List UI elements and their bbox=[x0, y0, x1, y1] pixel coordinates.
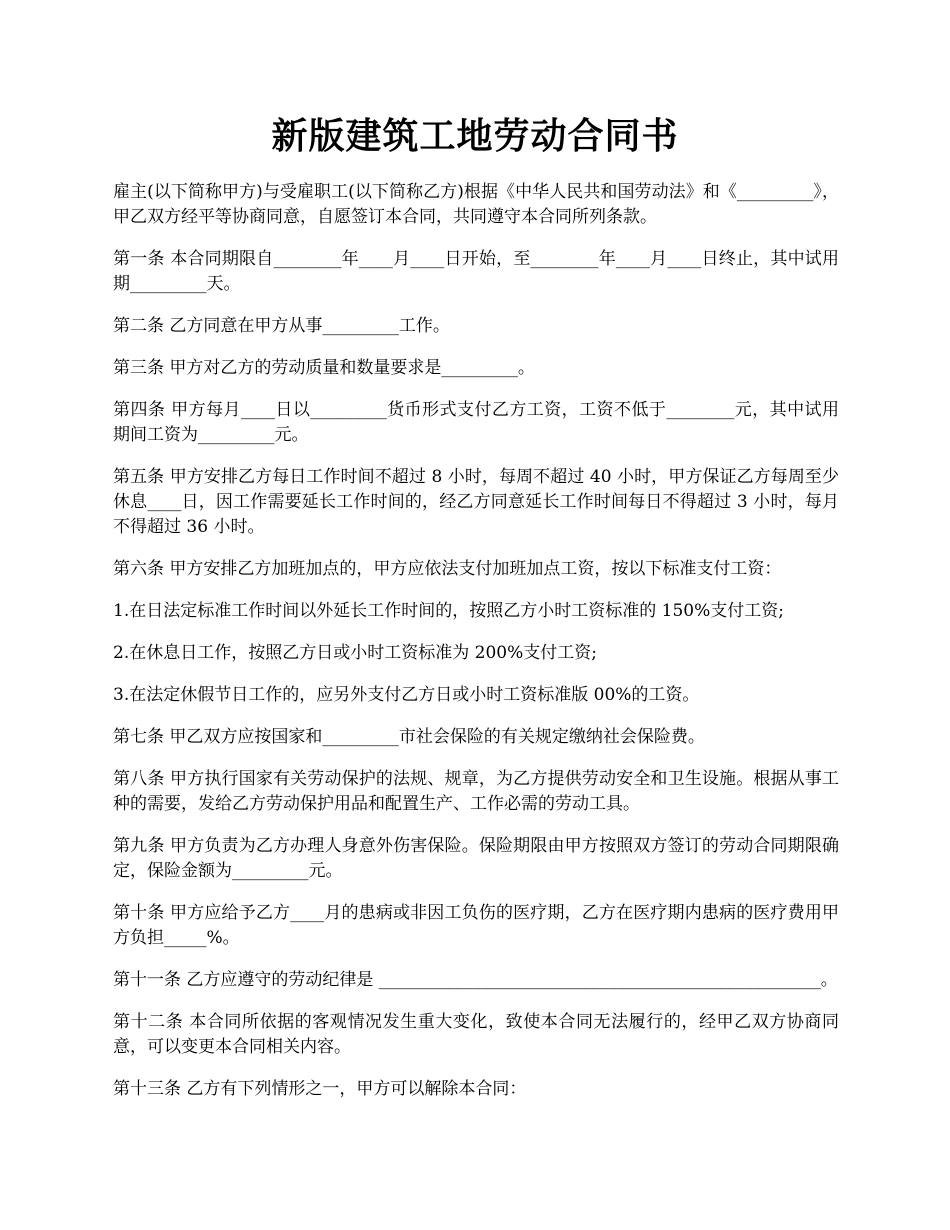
article-10-paragraph: 第十条 甲方应给予乙方____月的患病或非因工负伤的医疗期，乙方在医疗期内患病的医疗费用甲方负担_____%。 bbox=[113, 903, 839, 948]
article-6-item-3: 3.在法定休假节日工作的，应另外支付乙方日或小时工资标准版 00%的工资。 bbox=[113, 685, 700, 705]
article-11-paragraph: 第十一条 乙方应遵守的劳动纪律是 ____________________________________________________。 bbox=[113, 970, 838, 990]
article-6-item-1: 1.在日法定标准工作时间以外延长工作时间的，按照乙方小时工资标准的 150%支付工资; bbox=[113, 601, 784, 621]
article-4-paragraph: 第四条 甲方每月____日以_________货币形式支付乙方工资，工资不低于________元，其中试用期间工资为_________元。 bbox=[113, 400, 839, 445]
article-12-paragraph: 第十二条 本合同所依据的客观情况发生重大变化，致使本合同无法履行的，经甲乙双方协商同意，可以变更本合同相关内容。 bbox=[113, 1012, 839, 1057]
article-1-paragraph: 第一条 本合同期限自________年____月____日开始，至________年____月____日终止，其中试用期_________天。 bbox=[113, 249, 839, 294]
article-13-paragraph: 第十三条 乙方有下列情形之一，甲方可以解除本合同： bbox=[113, 1079, 527, 1099]
article-6-item-2: 2.在休息日工作，按照乙方日或小时工资标准为 200%支付工资; bbox=[113, 643, 597, 663]
document-title: 新版建筑工地劳动合同书 bbox=[271, 115, 679, 157]
article-2-paragraph: 第二条 乙方同意在甲方从事_________工作。 bbox=[113, 316, 450, 336]
article-3-paragraph: 第三条 甲方对乙方的劳动质量和数量要求是_________。 bbox=[113, 358, 535, 378]
article-6-paragraph: 第六条 甲方安排乙方加班加点的，甲方应依法支付加班加点工资，按以下标准支付工资： bbox=[113, 559, 782, 579]
article-8-paragraph: 第八条 甲方执行国家有关劳动保护的法规、规章，为乙方提供劳动安全和卫生设施。根据从事工种的需要，发给乙方劳动保护用品和配置生产、工作必需的劳动工具。 bbox=[113, 769, 839, 814]
preamble-paragraph: 雇主(以下简称甲方)与受雇职工(以下简称乙方)根据《中华人民共和国劳动法》和《_________》，甲乙双方经平等协商同意，自愿签订本合同，共同遵守本合同所列条款。 bbox=[113, 182, 839, 227]
article-5-paragraph: 第五条 甲方安排乙方每日工作时间不超过 8 小时，每周不超过 40 小时，甲方保证乙方每周至少休息____日，因工作需要延长工作时间的，经乙方同意延长工作时间每日不得超过 3 小时，每月不得超过 36 小时。 bbox=[113, 467, 839, 537]
article-7-paragraph: 第七条 甲乙双方应按国家和_________市社会保险的有关规定缴纳社会保险费。 bbox=[113, 727, 705, 747]
document-body bbox=[113, 180, 839, 1119]
article-9-paragraph: 第九条 甲方负责为乙方办理人身意外伤害保险。保险期限由甲方按照双方签订的劳动合同期限确定，保险金额为_________元。 bbox=[113, 836, 839, 881]
